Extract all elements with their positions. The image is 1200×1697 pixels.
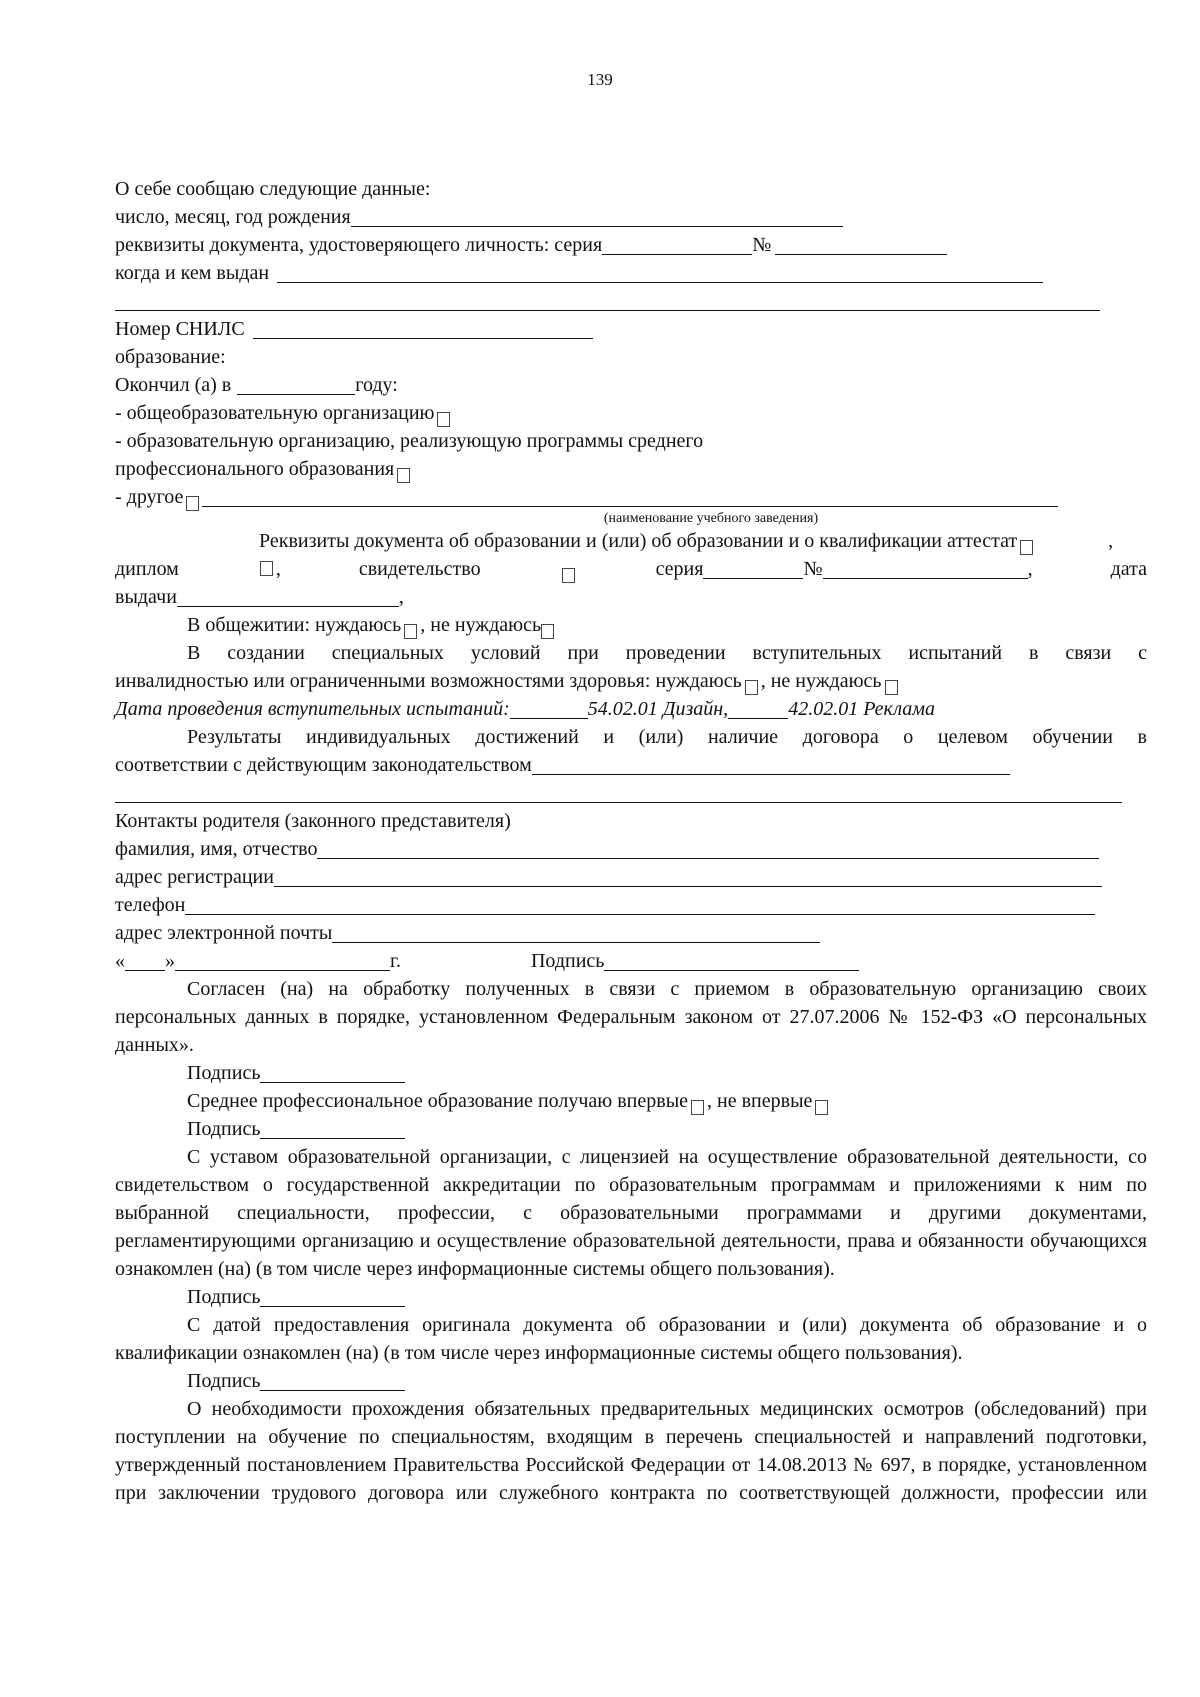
medical-text: О необходимости прохождения обязательных предварительных медицинских осмотров (обследований) при поступлении на обучение по специальностям, входящим в перечень специальностей и направлений подготовки, утвержденный постановлением Правительства Российской Федерации от 14.08.2013 № 697, в порядке, установленном при заключении трудового договора или служебного контракта по соответствующей должности, профессии или (115, 1398, 1147, 1504)
signature-label: Подпись (530, 950, 605, 972)
parent-email-row (115, 919, 1147, 947)
issue-comma: , (398, 586, 404, 608)
original-doc-text: С датой предоставления оригинала документа об образовании и (или) документа об образование и о квалификации ознакомлен (на) (в том числе через информационные системы общего пользования). (115, 1314, 1147, 1364)
institution-caption: (наименование учебного заведения) (603, 511, 819, 526)
consent-pd-signature-row (115, 1059, 1147, 1087)
birth-date-field[interactable] (351, 206, 843, 227)
edu-doc-row-2 (115, 555, 1147, 583)
parent-name-row (115, 835, 1147, 863)
advertising-specialty: 42.02.01 Реклама (788, 698, 936, 720)
edu-number-comma: , (1027, 558, 1033, 580)
achievements-text-2: соответствии с действующим законодательством (115, 754, 532, 776)
issued-label: когда и кем выдан (115, 262, 270, 284)
design-specialty: 54.02.01 Дизайн, (587, 698, 729, 720)
advertising-exam-date-field[interactable] (728, 698, 788, 719)
snils-field[interactable] (253, 318, 593, 339)
spo-first-checkbox[interactable] (691, 1100, 704, 1115)
achievements-field-continued[interactable] (115, 782, 1122, 803)
original-doc-signature-field[interactable] (260, 1370, 405, 1391)
issued-row (115, 259, 1147, 287)
consent-pd-signature-field[interactable] (260, 1062, 405, 1083)
other-checkbox[interactable] (186, 496, 199, 511)
option-other-label: - другое (115, 486, 184, 508)
month-field[interactable] (175, 950, 390, 971)
option-spo-label-2: профессионального образования (115, 458, 395, 480)
charter-signature-field[interactable] (260, 1286, 405, 1307)
special-conditions-row-2 (115, 667, 1147, 695)
special-conditions-row-1 (115, 639, 1147, 667)
achievements-row-3 (115, 779, 1147, 807)
spo-first-signature-field[interactable] (260, 1118, 405, 1139)
option-spo-row-2 (115, 455, 1147, 483)
option-other-row (115, 483, 1147, 511)
edu-doc-row-1 (115, 527, 1147, 555)
graduated-suffix: году: (355, 374, 398, 396)
parent-email-label: адрес электронной почты (115, 922, 333, 944)
exam-dates-label: Дата проведения вступительных испытаний: (115, 698, 510, 720)
date-label: дата (1110, 558, 1147, 580)
parent-heading-row (115, 807, 1147, 835)
achievements-row-1 (115, 723, 1147, 751)
special-not-needed-label: , не нуждаюсь (760, 670, 882, 692)
graduated-row (115, 371, 1147, 399)
consent-pd-signature-label: Подпись (187, 1062, 261, 1084)
spo-first-label: Среднее профессиональное образование получаю впервые (187, 1090, 689, 1112)
date-signature-row (115, 947, 1147, 975)
parent-name-field[interactable] (317, 838, 1099, 859)
certificate-checkbox[interactable] (562, 568, 575, 583)
attestat-checkbox[interactable] (1020, 540, 1033, 555)
edu-series-field[interactable] (703, 558, 803, 579)
spo-first-signature-label: Подпись (187, 1118, 261, 1140)
comma: , (1108, 530, 1114, 552)
general-school-checkbox[interactable] (437, 412, 450, 427)
birth-date-row (115, 203, 1147, 231)
spo-not-first-checkbox[interactable] (815, 1100, 828, 1115)
parent-address-label: адрес регистрации (115, 866, 274, 888)
parent-email-field[interactable] (332, 922, 820, 943)
diploma-label: диплом (115, 558, 179, 580)
charter-paragraph (115, 1143, 1147, 1283)
option-spo-label-1: - образовательную организацию, реализующую программы среднего (115, 430, 704, 452)
exam-dates-row (115, 695, 1147, 723)
graduated-prefix: Окончил (а) в (115, 374, 232, 396)
day-field[interactable] (125, 950, 165, 971)
spo-first-signature-row (115, 1115, 1147, 1143)
id-number-sign: № (752, 234, 772, 256)
id-document-label: реквизиты документа, удостоверяющего личность: серия (115, 234, 603, 256)
special-not-needed-checkbox[interactable] (885, 680, 898, 695)
design-exam-date-field[interactable] (510, 698, 588, 719)
original-doc-paragraph (115, 1311, 1147, 1367)
edu-number-field[interactable] (823, 558, 1028, 579)
medical-paragraph (115, 1395, 1147, 1507)
spo-not-first-label: , не впервые (707, 1090, 813, 1112)
application-form (115, 175, 1147, 1507)
issued-field[interactable] (277, 262, 1043, 283)
consent-pd-paragraph (115, 975, 1147, 1059)
edu-number-sign: № (803, 558, 823, 580)
spo-checkbox[interactable] (397, 468, 410, 483)
parent-phone-field[interactable] (185, 894, 1095, 915)
issued-continuation-row (115, 287, 1147, 315)
certificate-label: свидетельство (358, 558, 481, 580)
birth-date-label: число, месяц, год рождения (115, 206, 351, 228)
charter-text: С уставом образовательной организации, с лицензией на осуществление образовательной деятельности, со свидетельством о государственной аккредитации по образовательным программам и приложениями к ним по выбранной специальности, профессии, с образовательными программами и другими документами, регламентирующими организацию и осуществление образовательной деятельности, права и обязанности обучающихся ознакомлен (на) (в том числе через информационные системы общего пользования). (115, 1146, 1147, 1280)
institution-name-field[interactable] (202, 486, 1058, 507)
issue-label: выдачи (115, 586, 177, 608)
snils-label: Номер СНИЛС (115, 318, 245, 340)
special-conditions-text-2: инвалидностью или ограниченными возможностями здоровья: нуждаюсь (115, 670, 742, 692)
parent-phone-label: телефон (115, 894, 186, 916)
issued-field-continued[interactable] (115, 290, 1100, 311)
parent-name-label: фамилия, имя, отчество (115, 838, 318, 860)
edu-doc-row-3 (115, 583, 1147, 611)
special-conditions-text-1: В создании специальных условий при проведении вступительных испытаний в связи с (187, 642, 1147, 664)
parent-heading: Контакты родителя (законного представителя) (115, 810, 511, 832)
achievements-row-2 (115, 751, 1147, 779)
signature-field[interactable] (604, 950, 859, 971)
edu-doc-label: Реквизиты документа об образовании и (или) об образовании и о квалификации аттестат (259, 530, 1018, 552)
id-series-field[interactable] (602, 234, 752, 255)
original-doc-signature-row (115, 1367, 1147, 1395)
intro-text: О себе сообщаю следующие данные: (115, 178, 431, 200)
page-number: 139 (587, 70, 613, 89)
dorm-label: В общежитии: нуждаюсь (187, 614, 402, 636)
snils-row (115, 315, 1147, 343)
id-number-field[interactable] (775, 234, 947, 255)
original-doc-signature-label: Подпись (187, 1370, 261, 1392)
date-close-quote: » (165, 950, 175, 972)
parent-phone-row (115, 891, 1147, 919)
dorm-needed-checkbox[interactable] (404, 624, 417, 639)
parent-address-field[interactable] (274, 866, 1102, 887)
option-general-label: - общеобразовательную организацию (115, 402, 435, 424)
parent-address-row (115, 863, 1147, 891)
intro-line (115, 175, 1147, 203)
education-label: образование: (115, 346, 226, 368)
diploma-checkbox[interactable] (260, 561, 273, 576)
date-open-quote: « (115, 950, 125, 972)
charter-signature-row (115, 1283, 1147, 1311)
id-document-row (115, 231, 1147, 259)
consent-pd-text: Согласен (на) на обработку полученных в связи с приемом в образовательную организацию своих персональных данных в порядке, установленном Федеральным законом от 27.07.2006 № 152-ФЗ «О персональных данных». (115, 978, 1147, 1056)
edu-series-label: серия (655, 558, 704, 580)
spo-first-row (115, 1087, 1147, 1115)
diploma-comma: , (275, 558, 281, 580)
option-general-row (115, 399, 1147, 427)
dorm-not-needed-checkbox[interactable] (541, 624, 554, 639)
special-needed-checkbox[interactable] (745, 680, 758, 695)
option-spo-row-1 (115, 427, 1147, 455)
dorm-row (115, 611, 1147, 639)
charter-signature-label: Подпись (187, 1286, 261, 1308)
achievements-field[interactable] (532, 754, 1010, 775)
year-suffix: г. (390, 950, 401, 972)
graduation-year-field[interactable] (237, 374, 355, 395)
education-row (115, 343, 1147, 371)
achievements-text-1: Результаты индивидуальных достижений и (или) наличие договора о целевом обучении в (187, 726, 1147, 748)
dorm-not-needed-label: , не нуждаюсь (420, 614, 542, 636)
issue-date-field[interactable] (177, 586, 399, 607)
